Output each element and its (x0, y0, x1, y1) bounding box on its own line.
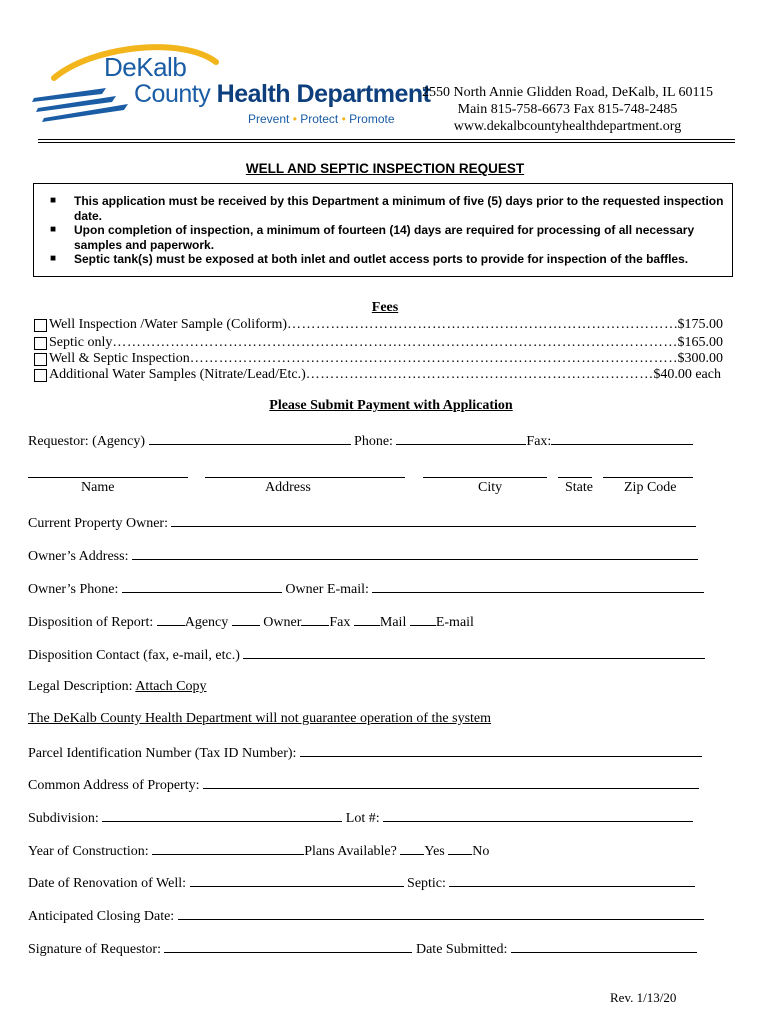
subdivision-line (28, 808, 693, 828)
square-bullet-icon: ■ (50, 195, 57, 206)
website-url: www.dekalbcountyhealthdepartment.org (453, 119, 682, 134)
phone-field[interactable] (396, 431, 526, 445)
logo-wordmark-dekalb: DeKalb (104, 52, 187, 82)
subdivision-field[interactable] (102, 808, 342, 822)
mail-option: Mail (379, 615, 407, 630)
owner-address-line (28, 546, 698, 566)
city-caption: City (478, 480, 503, 495)
header-divider (38, 142, 735, 143)
street-address: 2550 North Annie Glidden Road, DeKalb, IL 60115 (422, 85, 713, 100)
disposition-contact-label: Disposition Contact (fax, e-mail, etc.) (28, 648, 240, 663)
tagline-dot-icon: • (292, 112, 297, 126)
fax-label: Fax: (526, 434, 552, 449)
signature-line (28, 939, 697, 959)
septic-label: Septic: (407, 876, 446, 891)
plans-no-label: No (472, 844, 490, 859)
fee-item (33, 316, 723, 334)
agency-blank[interactable] (157, 612, 185, 626)
mail-blank[interactable] (354, 612, 380, 626)
fee-label: Septic only (49, 335, 113, 350)
closing-date-label: Anticipated Closing Date: (28, 909, 175, 924)
requestor-line (28, 431, 693, 451)
current-owner-field[interactable] (171, 513, 696, 527)
city-field[interactable] (423, 476, 547, 478)
name-caption: Name (81, 480, 115, 495)
common-address-label: Common Address of Property: (28, 778, 200, 793)
common-address-line (28, 775, 699, 795)
legal-description-label: Legal Description: (28, 679, 133, 694)
address-field[interactable] (205, 476, 405, 478)
year-construction-line (28, 841, 489, 861)
owner-email-label: Owner E-mail: (285, 582, 369, 597)
fees-heading: Fees (371, 300, 399, 315)
tagline-promote: Promote (349, 112, 395, 126)
signature-label: Signature of Requestor: (28, 942, 161, 957)
email-blank[interactable] (410, 612, 436, 626)
year-construction-field[interactable] (152, 841, 304, 855)
department-address-block (400, 84, 735, 135)
name-field[interactable] (28, 476, 188, 478)
dot-leader (287, 316, 676, 334)
fee-label: Additional Water Samples (Nitrate/Lead/Etc.) (49, 367, 306, 382)
additional-samples-checkbox[interactable] (34, 369, 47, 382)
parcel-line (28, 743, 702, 763)
lot-label: Lot #: (345, 811, 380, 826)
fee-item (33, 366, 721, 384)
logo-health-department-word: Health Department (216, 80, 431, 108)
owner-blank[interactable] (232, 612, 260, 626)
revision-date: Rev. 1/13/20 (610, 990, 677, 1005)
address-caption: Address (265, 480, 311, 495)
agency-option: Agency (184, 615, 229, 630)
owner-phone-label: Owner’s Phone: (28, 582, 119, 597)
plans-label: Plans Available? (304, 844, 397, 859)
common-address-field[interactable] (203, 775, 699, 789)
square-bullet-icon: ■ (50, 224, 57, 236)
header-divider (38, 139, 735, 140)
requestor-label: Requestor: (Agency) (28, 434, 146, 449)
notice-item: ■ Septic tank(s) must be exposed at both inlet and outlet access ports to provide for inspection of the baffles. (50, 252, 689, 267)
disposition-line (28, 612, 474, 632)
fee-label: Well & Septic Inspection (49, 351, 190, 366)
plans-no-blank[interactable] (448, 841, 472, 855)
legal-description-line (28, 678, 206, 696)
closing-date-field[interactable] (178, 906, 704, 920)
owner-address-field[interactable] (132, 546, 698, 560)
fee-amount: $300.00 (677, 351, 723, 366)
notice-item: ■ Upon completion of inspection, a minimum of fourteen (14) days are required for processing of all necessary samples and paperwork. (50, 223, 695, 252)
guarantee-disclaimer: The DeKalb County Health Department will not guarantee operation of the system (28, 711, 492, 726)
lot-field[interactable] (383, 808, 693, 822)
notice-box (33, 183, 733, 277)
date-submitted-field[interactable] (511, 939, 697, 953)
subdivision-label: Subdivision: (28, 811, 99, 826)
requestor-address-row (0, 476, 770, 506)
phone-fax: Main 815-758-6673 Fax 815-748-2485 (457, 102, 678, 117)
notice-item: ■ This application must be received by this Department a minimum of five (5) days prior to the requested inspection date. (50, 194, 724, 223)
email-option: E-mail (435, 615, 474, 630)
fee-label: Well Inspection /Water Sample (Coliform) (49, 317, 288, 332)
dot-leader (306, 366, 653, 384)
fee-amount: $175.00 (677, 317, 723, 332)
parcel-field[interactable] (300, 743, 702, 757)
fax-blank[interactable] (301, 612, 329, 626)
fee-amount: $165.00 (677, 335, 723, 350)
plans-yes-label: Yes (424, 844, 445, 859)
date-submitted-label: Date Submitted: (415, 942, 508, 957)
logo-wordmark-county (134, 82, 430, 107)
form-title: WELL AND SEPTIC INSPECTION REQUEST (245, 161, 525, 176)
renovation-field[interactable] (190, 873, 404, 887)
signature-field[interactable] (164, 939, 412, 953)
fee-amount: $40.00 each (653, 367, 721, 382)
zip-field[interactable] (603, 476, 693, 478)
owner-address-label: Owner’s Address: (28, 549, 129, 564)
payment-note: Please Submit Payment with Application (269, 398, 513, 413)
square-bullet-icon: ■ (50, 253, 57, 265)
logo-tagline (248, 112, 395, 126)
state-caption: State (565, 480, 593, 495)
current-owner-line (28, 513, 696, 533)
attach-copy-text: Attach Copy (135, 679, 207, 694)
current-owner-label: Current Property Owner: (28, 516, 168, 531)
requestor-field[interactable] (149, 431, 351, 445)
tagline-protect: Protect (300, 112, 339, 126)
owner-contact-line (28, 579, 704, 599)
owner-option: Owner (263, 615, 302, 630)
owner-phone-field[interactable] (122, 579, 282, 593)
tagline-prevent: Prevent (248, 112, 290, 126)
renovation-label: Date of Renovation of Well: (28, 876, 187, 891)
year-construction-label: Year of Construction: (28, 844, 149, 859)
parcel-label: Parcel Identification Number (Tax ID Number): (28, 746, 297, 761)
logo-county-word: County (134, 80, 211, 108)
well-inspection-checkbox[interactable] (34, 319, 47, 332)
state-field[interactable] (558, 476, 592, 478)
owner-email-field[interactable] (372, 579, 704, 593)
closing-date-line (28, 906, 704, 926)
septic-only-checkbox[interactable] (34, 337, 47, 350)
zip-caption: Zip Code (624, 480, 677, 495)
plans-yes-blank[interactable] (400, 841, 424, 855)
phone-label: Phone: (354, 434, 393, 449)
renovation-line (28, 873, 695, 893)
septic-field[interactable] (449, 873, 695, 887)
fax-field[interactable] (551, 431, 693, 445)
disposition-label: Disposition of Report: (28, 615, 154, 630)
disposition-contact-field[interactable] (243, 645, 705, 659)
well-septic-checkbox[interactable] (34, 353, 47, 366)
fax-option: Fax (329, 615, 351, 630)
tagline-dot-icon: • (341, 112, 346, 126)
disposition-contact-line (28, 645, 705, 665)
